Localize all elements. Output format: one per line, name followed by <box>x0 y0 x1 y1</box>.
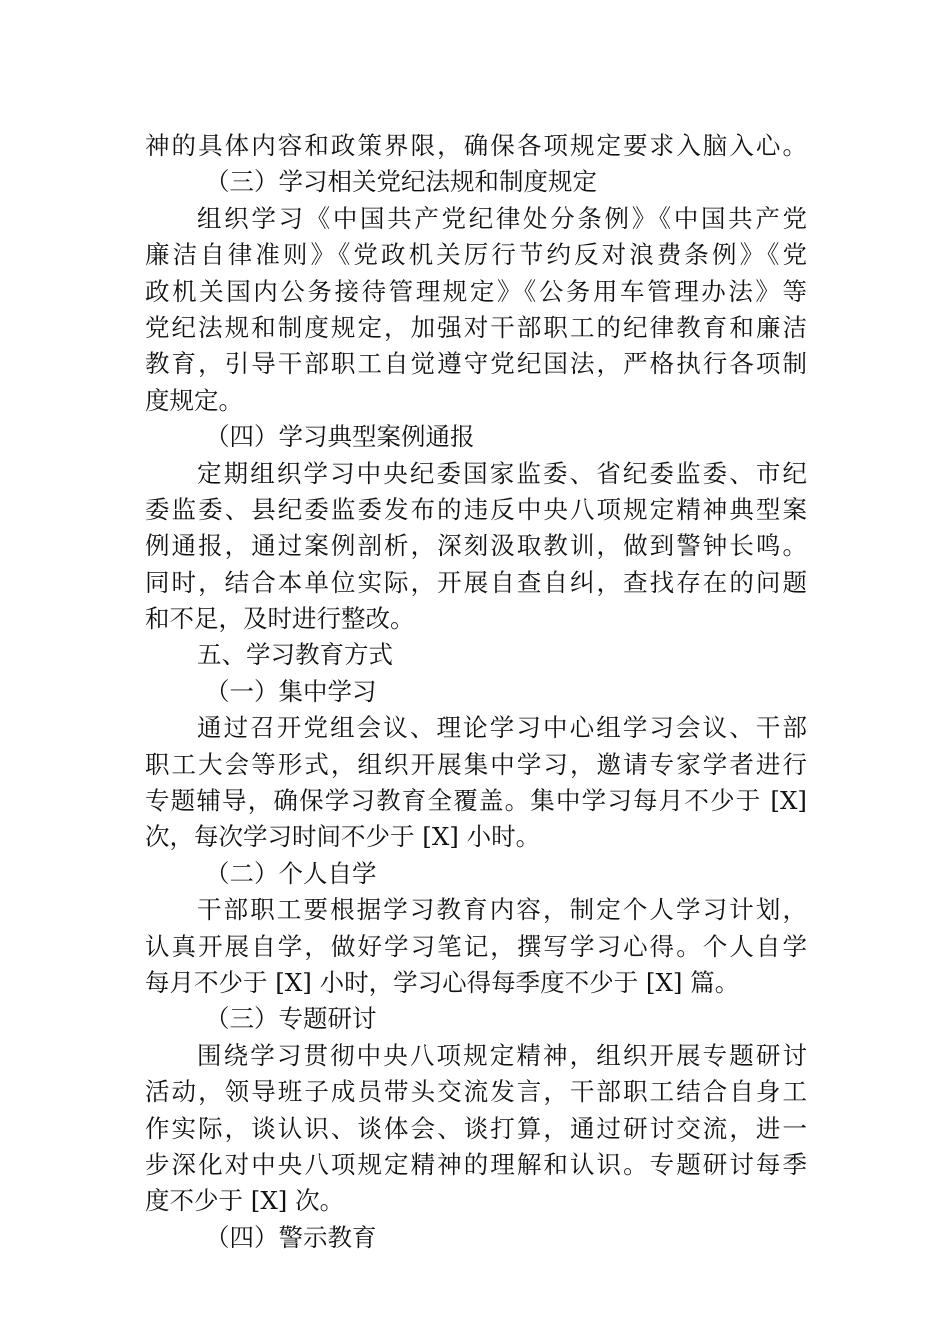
paragraph-line: 通过召开党组会议、理论学习中心组学习会议、干部 <box>197 713 807 743</box>
paragraph-line: 神的具体内容和政策界限，确保各项规定要求入脑入心。 <box>145 131 807 160</box>
paragraph-line: 组织学习《中国共产党纪律处分条例》《中国共产党 <box>197 203 807 233</box>
paragraph-line: 教育，引导干部职工自觉遵守党纪国法，严格执行各项制 <box>145 349 807 379</box>
chapter-heading: 五、学习教育方式 <box>197 640 393 670</box>
section-heading: （二）个人自学 <box>205 858 377 888</box>
section-heading: （一）集中学习 <box>205 676 377 706</box>
paragraph-line: 干部职工要根据学习教育内容，制定个人学习计划， <box>197 895 807 925</box>
paragraph-line: 同时，结合本单位实际，开展自查自纠，查找存在的问题 <box>145 567 807 597</box>
section-heading: （四）学习典型案例通报 <box>205 422 475 452</box>
paragraph-line: 定期组织学习中央纪委国家监委、省纪委监委、市纪 <box>197 458 807 488</box>
section-heading: （三）学习相关党纪法规和制度规定 <box>205 167 597 197</box>
paragraph-line: 步深化对中央八项规定精神的理解和认识。专题研讨每季 <box>145 1149 807 1179</box>
paragraph-line: 和不足，及时进行整改。 <box>145 604 415 634</box>
section-heading: （四）警示教育 <box>205 1222 377 1252</box>
paragraph-line: 活动，领导班子成员带头交流发言，干部职工结合自身工 <box>145 1077 807 1107</box>
paragraph-line: 政机关国内公务接待管理规定》《公务用车管理办法》等 <box>145 276 807 306</box>
paragraph-line: 职工大会等形式，组织开展集中学习，邀请专家学者进行 <box>145 749 807 779</box>
paragraph-line: 专题辅导，确保学习教育全覆盖。集中学习每月不少于 [X] <box>145 786 807 816</box>
paragraph-line: 每月不少于 [X] 小时，学习心得每季度不少于 [X] 篇。 <box>145 967 740 997</box>
paragraph-line: 委监委、县纪委监委发布的违反中央八项规定精神典型案 <box>145 494 807 524</box>
paragraph-line: 廉洁自律准则》《党政机关厉行节约反对浪费条例》《党 <box>145 240 807 270</box>
paragraph-line: 围绕学习贯彻中央八项规定精神，组织开展专题研讨 <box>197 1040 807 1070</box>
paragraph-line: 例通报，通过案例剖析，深刻汲取教训，做到警钟长鸣。 <box>145 531 807 561</box>
paragraph-line: 作实际，谈认识、谈体会、谈打算，通过研讨交流，进一 <box>145 1113 807 1143</box>
paragraph-line: 认真开展自学，做好学习笔记，撰写学习心得。个人自学 <box>145 931 807 961</box>
paragraph-line: 度规定。 <box>145 385 243 415</box>
section-heading: （三）专题研讨 <box>205 1004 377 1034</box>
document-page <box>145 128 807 1256</box>
paragraph-line: 次，每次学习时间不少于 [X] 小时。 <box>145 822 541 852</box>
paragraph-line: 党纪法规和制度规定，加强对干部职工的纪律教育和廉洁 <box>145 312 807 342</box>
paragraph-line: 度不少于 [X] 次。 <box>145 1186 345 1216</box>
